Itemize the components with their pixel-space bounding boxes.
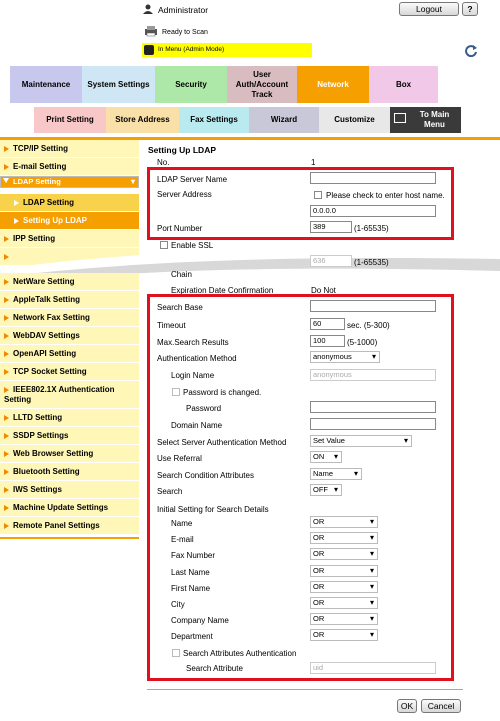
- sidebar-item-ssdp[interactable]: SSDP Settings: [0, 427, 139, 445]
- sidebar-item-lltd[interactable]: LLTD Setting: [0, 409, 139, 427]
- detail-label-first-name: First Name: [171, 584, 211, 593]
- detail-select-fax[interactable]: OR ▾: [310, 548, 378, 560]
- timeout-unit: sec. (5-300): [347, 321, 390, 330]
- sidebar-item-remote-panel[interactable]: Remote Panel Settings: [0, 517, 139, 535]
- ok-button[interactable]: OK: [397, 699, 417, 713]
- printer-icon: [144, 25, 158, 37]
- detail-select-department[interactable]: OR ▾: [310, 629, 378, 641]
- sidebar-subitem-setting-up-ldap[interactable]: Setting Up LDAP: [0, 212, 139, 230]
- referral-select[interactable]: ON ▾: [310, 451, 342, 463]
- search-cond-select[interactable]: Name ▾: [310, 468, 362, 480]
- main-menu-icon: [394, 113, 406, 123]
- search-select[interactable]: OFF ▾: [310, 484, 342, 496]
- ssl-port-input[interactable]: 636: [310, 255, 352, 267]
- auth-method-label: Authentication Method: [157, 354, 237, 363]
- tab-wizard[interactable]: Wizard: [249, 107, 319, 133]
- tab-store-address[interactable]: Store Address: [106, 107, 179, 133]
- logout-button[interactable]: Logout: [399, 2, 459, 16]
- port-range: (1-65535): [354, 224, 389, 233]
- timeout-label: Timeout: [157, 321, 186, 330]
- initial-settings-label: Initial Setting for Search Details: [157, 505, 269, 514]
- password-input[interactable]: [310, 401, 436, 413]
- detail-label-department: Department: [171, 632, 213, 641]
- help-button[interactable]: ?: [462, 2, 478, 16]
- user-icon: [143, 4, 153, 14]
- sidebar-item-appletalk[interactable]: AppleTalk Setting: [0, 291, 139, 309]
- ssl-checkbox[interactable]: [160, 241, 168, 249]
- tab-box[interactable]: Box: [369, 66, 438, 103]
- password-label: Password: [186, 404, 222, 413]
- page-title: Setting Up LDAP: [148, 145, 216, 155]
- server-name-input[interactable]: [310, 172, 436, 184]
- expiration-value: Do Not: [311, 286, 336, 295]
- sidebar-bottom-rule: [0, 537, 139, 539]
- attr-auth-checkbox[interactable]: [172, 649, 180, 657]
- password-changed-checkbox[interactable]: [172, 388, 180, 396]
- detail-select-city[interactable]: OR ▾: [310, 597, 378, 609]
- chain-label: Chain: [171, 270, 192, 279]
- cancel-button[interactable]: Cancel: [421, 699, 461, 713]
- sidebar-item-machine-update[interactable]: Machine Update Settings: [0, 499, 139, 517]
- max-results-input[interactable]: 100: [310, 335, 345, 347]
- detail-label-name: Name: [171, 519, 193, 528]
- status-text: Ready to Scan: [162, 29, 208, 36]
- host-name-check-label: Please check to enter host name.: [326, 191, 445, 200]
- server-auth-select[interactable]: Set Value ▾: [310, 435, 412, 447]
- sidebar-item-ipp[interactable]: IPP Setting: [0, 230, 139, 248]
- search-base-input[interactable]: [310, 300, 436, 312]
- sidebar-item-netware[interactable]: NetWare Setting: [0, 273, 139, 291]
- tab-customize[interactable]: Customize: [319, 107, 390, 133]
- sidebar-item-bluetooth[interactable]: Bluetooth Setting: [0, 463, 139, 481]
- port-label: Port Number: [157, 224, 203, 233]
- search-attr-input[interactable]: uid: [310, 662, 436, 674]
- detail-select-last-name[interactable]: OR ▾: [310, 565, 378, 577]
- user-name: Administrator: [158, 5, 209, 15]
- sidebar-subitem-ldap-setting[interactable]: LDAP Setting: [0, 194, 139, 212]
- server-address-input[interactable]: 0.0.0.0: [310, 205, 436, 217]
- tab-network[interactable]: Network: [297, 66, 369, 103]
- detail-select-name[interactable]: OR ▾: [310, 516, 378, 528]
- detail-label-last-name: Last Name: [171, 568, 210, 577]
- mode-text: In Menu (Admin Mode): [158, 46, 225, 53]
- sidebar-item-network-fax[interactable]: Network Fax Setting: [0, 309, 139, 327]
- mode-icon: [144, 45, 154, 55]
- tab-security[interactable]: Security: [155, 66, 227, 103]
- max-results-label: Max.Search Results: [157, 338, 229, 347]
- sidebar-item-iws[interactable]: IWS Settings: [0, 481, 139, 499]
- footer-rule: [147, 689, 463, 690]
- login-name-input[interactable]: anonymous: [310, 369, 436, 381]
- ssl-port-range: (1-65535): [354, 258, 389, 267]
- expiration-label: Expiration Date Confirmation: [171, 286, 274, 295]
- detail-select-first-name[interactable]: OR ▾: [310, 581, 378, 593]
- main-menu-label: To Main Menu: [419, 110, 450, 129]
- detail-label-fax: Fax Number: [171, 551, 216, 560]
- tab-print-setting[interactable]: Print Setting: [34, 107, 106, 133]
- detail-label-email: E-mail: [171, 535, 194, 544]
- refresh-icon[interactable]: [464, 43, 478, 57]
- search-label: Search: [157, 487, 183, 496]
- login-name-label: Login Name: [171, 371, 215, 380]
- tab-fax-settings[interactable]: Fax Settings: [179, 107, 249, 133]
- sidebar-item-ldap[interactable]: LDAP Setting ▾: [0, 176, 139, 188]
- ssl-label: Enable SSL: [171, 241, 214, 250]
- attr-auth-label: Search Attributes Authentication: [183, 649, 297, 658]
- sidebar-item-web-browser[interactable]: Web Browser Setting: [0, 445, 139, 463]
- search-attr-label: Search Attribute: [186, 664, 243, 673]
- timeout-input[interactable]: 60: [310, 318, 345, 330]
- host-name-checkbox[interactable]: [314, 191, 322, 199]
- server-name-label: LDAP Server Name: [157, 175, 228, 184]
- search-base-label: Search Base: [157, 303, 203, 312]
- port-input[interactable]: 389: [310, 221, 352, 233]
- server-auth-label: Select Server Authentication Method: [157, 438, 287, 447]
- detail-label-city: City: [171, 600, 185, 609]
- mode-bar: [142, 43, 312, 57]
- detail-select-company[interactable]: OR ▾: [310, 613, 378, 625]
- auth-method-select[interactable]: anonymous ▾: [310, 351, 380, 363]
- sidebar-item-openapi[interactable]: OpenAPI Setting: [0, 345, 139, 363]
- password-changed-label: Password is changed.: [183, 388, 262, 397]
- detail-select-email[interactable]: OR ▾: [310, 532, 378, 544]
- sidebar-item-email[interactable]: E-mail Setting: [0, 158, 139, 176]
- tab-system-settings[interactable]: System Settings: [82, 66, 155, 103]
- server-address-label: Server Address: [157, 190, 212, 199]
- domain-label: Domain Name: [171, 421, 223, 430]
- search-cond-label: Search Condition Attributes: [157, 471, 254, 480]
- tab-user-auth[interactable]: User Auth/Account Track: [227, 66, 297, 103]
- no-label: No.: [157, 158, 170, 167]
- tab-maintenance[interactable]: Maintenance: [10, 66, 82, 103]
- sidebar-item-tcpip[interactable]: TCP/IP Setting: [0, 140, 139, 158]
- referral-label: Use Referral: [157, 454, 202, 463]
- detail-label-company: Company Name: [171, 616, 229, 625]
- domain-input[interactable]: [310, 418, 436, 430]
- sidebar-item-webdav[interactable]: WebDAV Settings: [0, 327, 139, 345]
- sidebar-item-tcp-socket[interactable]: TCP Socket Setting: [0, 363, 139, 381]
- no-value: 1: [311, 158, 316, 167]
- sidebar-item-ieee8021x[interactable]: IEEE802.1X Authentication Setting: [0, 381, 139, 409]
- max-results-range: (5-1000): [347, 338, 378, 347]
- tab-main-menu[interactable]: [390, 107, 461, 133]
